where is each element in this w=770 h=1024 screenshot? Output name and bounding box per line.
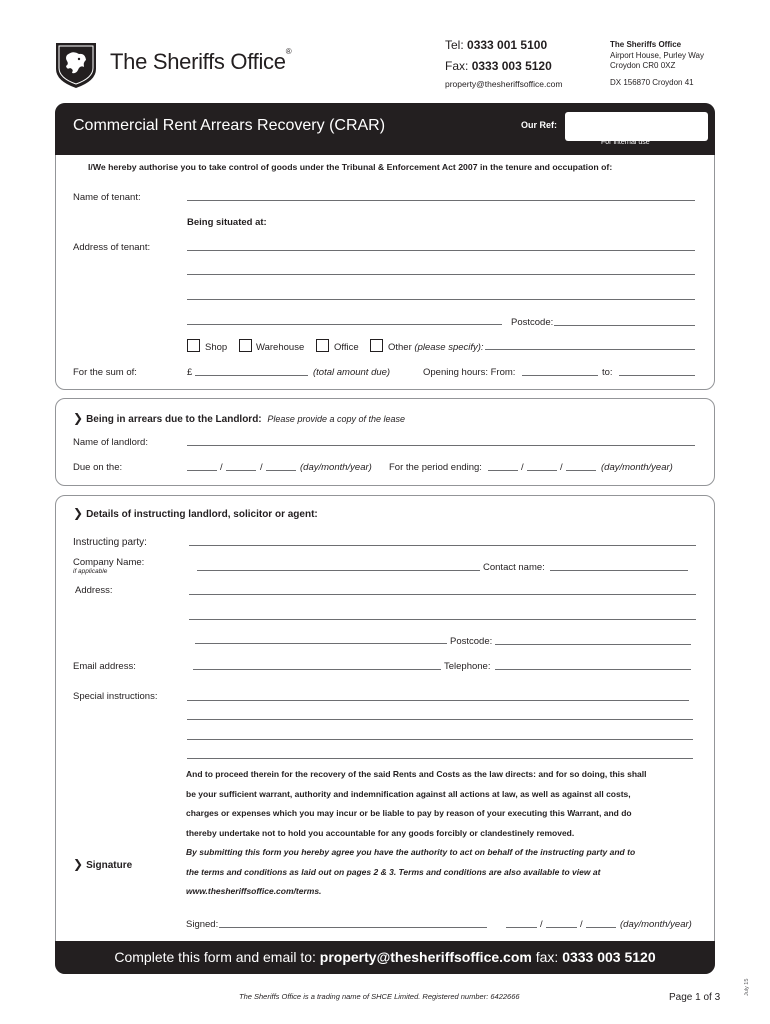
submit-instructions: Complete this form and email to: property@thesheriffsoffice.com fax: 0333 003 5120: [114, 949, 656, 965]
our-ref-field[interactable]: [565, 112, 708, 141]
sum-field[interactable]: [195, 375, 308, 376]
authorise-statement: I/We hereby authorise you to take control of goods under the Tribunal & Enforcement Act 2007 in the tenure and occupation of:: [88, 162, 613, 172]
tenant-postcode-field[interactable]: [554, 325, 695, 326]
contact-name-field[interactable]: [550, 570, 688, 571]
other-specify-field[interactable]: [485, 349, 695, 350]
sign-day-field[interactable]: [506, 927, 537, 928]
tenant-address-field-3[interactable]: [187, 299, 695, 300]
instructing-address-field-3[interactable]: [195, 643, 447, 644]
instructing-postcode-label: Postcode:: [450, 636, 493, 647]
internal-use-note: For internal use: [601, 139, 650, 146]
due-day-field[interactable]: [187, 470, 217, 471]
chevron-right-icon: ❯: [73, 857, 84, 871]
date-slash: /: [540, 919, 543, 930]
tenant-address-label: Address of tenant:: [73, 242, 151, 253]
period-month-field[interactable]: [527, 470, 557, 471]
shop-label: Shop: [205, 342, 228, 353]
sign-date-format: (day/month/year): [620, 919, 692, 930]
special-instructions-label: Special instructions:: [73, 691, 158, 702]
sign-year-field[interactable]: [586, 927, 616, 928]
period-ending-label: For the period ending:: [389, 462, 482, 473]
office-dx: DX 156870 Croydon 41: [610, 78, 694, 87]
special-instructions-field-1[interactable]: [187, 700, 689, 701]
period-year-field[interactable]: [566, 470, 596, 471]
tenant-address-field-1[interactable]: [187, 250, 695, 251]
form-title: Commercial Rent Arrears Recovery (CRAR): [73, 117, 386, 134]
our-ref-label: Our Ref:: [521, 120, 557, 130]
instructing-postcode-field[interactable]: [495, 644, 691, 645]
instructing-address-field-1[interactable]: [189, 594, 696, 595]
tenant-postcode-label: Postcode:: [511, 317, 554, 328]
opening-to-field[interactable]: [619, 375, 695, 376]
page-number: Page 1 of 3: [669, 992, 721, 1003]
sign-month-field[interactable]: [546, 927, 577, 928]
other-label: Other (please specify):: [388, 342, 484, 353]
date-slash: /: [560, 462, 563, 473]
instructing-party-label: Instructing party:: [73, 537, 147, 548]
shop-checkbox[interactable]: [187, 339, 200, 352]
period-date-format: (day/month/year): [601, 462, 673, 473]
office-checkbox[interactable]: [316, 339, 329, 352]
instructing-heading: ❯ Details of instructing landlord, solicitor or agent:: [73, 506, 318, 520]
warehouse-label: Warehouse: [256, 342, 305, 353]
period-day-field[interactable]: [488, 470, 518, 471]
version-stamp: July 15: [744, 978, 750, 996]
landlord-name-field[interactable]: [187, 445, 695, 446]
other-checkbox[interactable]: [370, 339, 383, 352]
telephone-field[interactable]: [495, 669, 691, 670]
contact-name-label: Contact name:: [483, 562, 545, 573]
warehouse-checkbox[interactable]: [239, 339, 252, 352]
telephone-label: Telephone:: [444, 661, 491, 672]
special-instructions-field-2[interactable]: [187, 719, 693, 720]
header-email[interactable]: property@thesheriffsoffice.com: [445, 79, 563, 89]
instructing-address-field-2[interactable]: [189, 619, 696, 620]
lion-logo-icon: [55, 41, 97, 89]
due-on-label: Due on the:: [73, 462, 123, 473]
office-address-line2: Croydon CR0 0XZ: [610, 61, 676, 70]
telephone-line: Tel: 0333 001 5100: [445, 38, 548, 52]
email-label: Email address:: [73, 661, 136, 672]
due-date-format: (day/month/year): [300, 462, 372, 473]
total-due-hint: (total amount due): [313, 367, 391, 378]
special-instructions-field-4[interactable]: [187, 758, 693, 759]
if-applicable-note: if applicable: [73, 568, 108, 575]
currency-symbol: £: [187, 367, 193, 378]
trading-name-note: The Sheriffs Office is a trading name of SHCE Limited. Registered number: 6422666: [239, 992, 520, 1001]
due-year-field[interactable]: [266, 470, 296, 471]
arrears-heading: ❯ Being in arrears due to the Landlord: Please provide a copy of the lease: [73, 411, 406, 425]
office-label: Office: [334, 342, 359, 353]
warrant-text: And to proceed therein for the recovery of the said Rents and Costs as the law directs: and for so doing, this shall be your sufficient warrant, authority and indemnification against all actions at law, as well as against all costs, charges or expenses which you may incur or be liable to pay by reason of your executing this Warrant, and do thereby undertake not to hold you accountable for any goods forcibly or clandestinely removed. By submitting this form you hereby agree you have the authority to act on behalf of the instructing party and to the terms and conditions as laid out on pages 2 & 3. Terms and conditions are also available to view at www.thesheriffsoffice.com/terms.: [186, 769, 647, 896]
date-slash: /: [521, 462, 524, 473]
instructing-party-field[interactable]: [189, 545, 696, 546]
signature-field[interactable]: [219, 927, 487, 928]
opening-to-label: to:: [602, 367, 613, 378]
date-slash: /: [220, 462, 223, 473]
company-name-label: Company Name:: [73, 557, 145, 568]
sum-label: For the sum of:: [73, 367, 137, 378]
tenant-name-label: Name of tenant:: [73, 192, 141, 203]
due-month-field[interactable]: [226, 470, 256, 471]
signature-heading: ❯ Signature: [73, 857, 133, 871]
submit-instructions-bar: [55, 941, 715, 974]
being-situated-label: Being situated at:: [187, 217, 267, 228]
office-address-line1: Airport House, Purley Way: [610, 51, 704, 60]
special-instructions-field-3[interactable]: [187, 739, 693, 740]
date-slash: /: [260, 462, 263, 473]
chevron-right-icon: ❯: [73, 411, 84, 425]
instructing-address-label: Address:: [75, 585, 113, 596]
tenant-name-field[interactable]: [187, 200, 695, 201]
tenant-address-field-4[interactable]: [187, 324, 502, 325]
opening-from-field[interactable]: [522, 375, 598, 376]
chevron-right-icon: ❯: [73, 506, 84, 520]
date-slash: /: [580, 919, 583, 930]
instructing-section: [55, 495, 715, 974]
email-field[interactable]: [193, 669, 441, 670]
company-name-field[interactable]: [197, 570, 480, 571]
opening-hours-label: Opening hours: From:: [423, 367, 516, 378]
brand-name: The Sheriffs Office®: [110, 47, 292, 74]
office-name: The Sheriffs Office: [610, 40, 682, 49]
signed-label: Signed:: [186, 919, 219, 930]
landlord-name-label: Name of landlord:: [73, 437, 148, 448]
fax-line: Fax: 0333 003 5120: [445, 59, 552, 73]
footer-email-link[interactable]: property@thesheriffsoffice.com: [319, 949, 532, 965]
tenant-address-field-2[interactable]: [187, 274, 695, 275]
